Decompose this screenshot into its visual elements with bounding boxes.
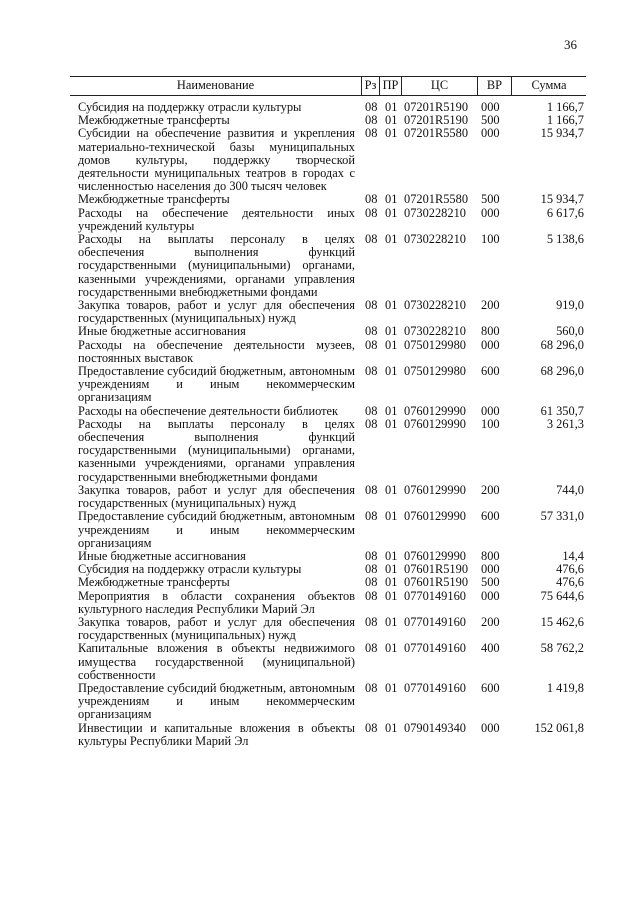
cs-cell: 0790149340 [404,720,466,735]
rz-cell: 08 [365,548,378,563]
table-row [70,339,586,365]
sum-cell: 15 462,6 [540,614,584,629]
rz-cell: 08 [365,337,378,352]
vr-cell: 500 [481,575,500,590]
vr-cell: 100 [481,232,500,247]
cs-cell: 0760129990 [404,403,466,418]
vr-cell: 200 [481,298,500,313]
rz-cell: 08 [365,482,378,497]
rz-cell: 08 [365,509,378,524]
name-cell: Предоставление субсидий бюджетным, автономным учреждениям и иным некоммерческим организациям [78,509,355,550]
rz-cell: 08 [365,588,378,603]
rz-cell: 08 [365,298,378,313]
table-row [70,510,586,550]
name-cell: Закупка товаров, работ и услуг для обеспечения государственных (муниципальных) нужд [78,614,355,643]
cs-cell: 07601R5190 [404,562,469,577]
sum-cell: 14,4 [562,548,584,563]
pr-cell: 01 [385,100,398,114]
table-row [70,722,586,748]
sum-cell: 3 261,3 [546,416,584,431]
table-row [70,365,586,405]
vr-cell: 000 [481,588,500,603]
pr-cell: 01 [385,548,398,563]
cs-cell: 07201R5190 [404,100,469,114]
vr-cell: 400 [481,641,500,656]
pr-cell: 01 [385,641,398,656]
header-pr: ПР [379,77,401,95]
pr-cell: 01 [385,562,398,577]
name-cell: Расходы на обеспечение деятельности библиотек [78,403,339,418]
table-row [70,642,586,682]
name-cell: Закупка товаров, работ и услуг для обеспечения государственных (муниципальных) нужд [78,482,355,511]
vr-cell: 800 [481,548,500,563]
table-row [70,127,586,193]
table-row [70,233,586,299]
cs-cell: 07201R5580 [404,126,469,141]
cs-cell: 0750129980 [404,337,466,352]
vr-cell: 500 [481,113,500,128]
sum-cell: 57 331,0 [540,509,584,524]
header-name: Наименование [176,78,255,93]
name-cell: Субсидии на обеспечение развития и укрепления материально-технической базы муниципальных домов культуры, поддержку творческой деятельности муниципальных театров в городах с численностью населения до 300 тысяч человек [78,126,355,194]
sum-cell: 61 350,7 [540,403,584,418]
name-cell: Расходы на выплаты персоналу в целях обеспечения выполнения функций государственными (муниципальными) органами, казенными учреждениями, органами управления государственными внебюджетными фондами [78,232,355,299]
table-row [70,418,586,484]
table-row [70,616,586,642]
table-row [70,682,586,722]
name-cell: Расходы на выплаты персоналу в целях обеспечения выполнения функций государственными (муниципальными) органами, казенными учреждениями, органами управления государственными внебюджетными фондами [78,416,355,484]
name-cell: Предоставление субсидий бюджетным, автономным учреждениям и иным некоммерческим организациям [78,680,355,722]
rz-cell: 08 [365,720,378,735]
cs-cell: 0760129990 [404,548,466,563]
vr-cell: 000 [481,337,500,352]
header-vr: ВР [477,77,511,95]
rz-cell: 08 [365,575,378,590]
cs-cell: 0760129990 [404,416,466,431]
name-cell: Предоставление субсидий бюджетным, автономным учреждениям и иным некоммерческим организациям [78,364,355,405]
name-cell: Субсидия на поддержку отрасли культуры [78,562,302,577]
rz-cell: 08 [365,416,378,431]
pr-cell: 01 [385,614,398,629]
name-cell: Мероприятия в области сохранения объектов культурного наследия Республики Марий Эл [78,588,355,616]
vr-cell: 200 [481,482,500,497]
cs-cell: 0750129980 [404,364,466,379]
vr-cell: 100 [481,416,500,431]
rz-cell: 08 [365,680,378,695]
budget-table [70,76,586,748]
cs-cell: 0730228210 [404,205,466,220]
table-row [70,193,586,206]
name-cell: Инвестиции и капитальные вложения в объекты культуры Республики Марий Эл [78,720,355,748]
name-cell: Субсидия на поддержку отрасли культуры [78,100,302,114]
cs-cell: 07201R5190 [404,113,469,128]
pr-cell: 01 [385,403,398,418]
vr-cell: 000 [481,126,500,141]
table-row [70,207,586,233]
name-cell: Иные бюджетные ассигнования [78,324,246,339]
name-cell: Иные бюджетные ассигнования [78,548,246,563]
sum-cell: 744,0 [556,482,584,497]
sum-cell: 15 934,7 [540,126,584,141]
vr-cell: 600 [481,680,500,695]
rz-cell: 08 [365,364,378,379]
sum-cell: 58 762,2 [540,641,584,656]
pr-cell: 01 [385,416,398,431]
table-body [70,101,586,748]
vr-cell: 600 [481,509,500,524]
name-cell: Межбюджетные трансферты [78,192,230,207]
sum-cell: 476,6 [556,575,584,590]
vr-cell: 000 [481,720,500,735]
pr-cell: 01 [385,364,398,379]
vr-cell: 600 [481,364,500,379]
pr-cell: 01 [385,588,398,603]
sum-cell: 152 061,8 [534,720,584,735]
table-row [70,405,586,418]
sum-cell: 1 419,8 [546,680,584,695]
cs-cell: 0760129990 [404,482,466,497]
table-header [70,76,586,96]
rz-cell: 08 [365,641,378,656]
table-row [70,325,586,338]
pr-cell: 01 [385,680,398,695]
sum-cell: 1 166,7 [546,113,584,128]
rz-cell: 08 [365,403,378,418]
table-row [70,484,586,510]
table-row [70,590,586,616]
table-row [70,299,586,325]
name-cell: Закупка товаров, работ и услуг для обеспечения государственных (муниципальных) нужд [78,298,355,326]
sum-cell: 560,0 [556,324,584,339]
rz-cell: 08 [365,614,378,629]
vr-cell: 000 [481,205,500,220]
pr-cell: 01 [385,324,398,339]
sum-cell: 15 934,7 [540,192,584,207]
cs-cell: 0770149160 [404,588,466,603]
rz-cell: 08 [365,100,378,114]
rz-cell: 08 [365,205,378,220]
rz-cell: 08 [365,324,378,339]
name-cell: Расходы на обеспечение деятельности музеев, постоянных выставок [78,337,355,365]
header-rz: Рз [361,77,379,95]
sum-cell: 6 617,6 [546,205,584,220]
name-cell: Межбюджетные трансферты [78,113,230,128]
vr-cell: 000 [481,403,500,418]
cs-cell: 0730228210 [404,324,466,339]
cs-cell: 0730228210 [404,232,466,247]
cs-cell: 07601R5190 [404,575,469,590]
cs-cell: 07201R5580 [404,192,469,207]
pr-cell: 01 [385,575,398,590]
pr-cell: 01 [385,205,398,220]
cs-cell: 0770149160 [404,641,466,656]
pr-cell: 01 [385,720,398,735]
header-sum: Сумма [511,77,586,95]
sum-cell: 68 296,0 [540,337,584,352]
pr-cell: 01 [385,192,398,207]
table-row [70,576,586,589]
sum-cell: 919,0 [556,298,584,313]
header-cs: ЦС [401,77,477,95]
pr-cell: 01 [385,113,398,128]
pr-cell: 01 [385,126,398,141]
sum-cell: 68 296,0 [540,364,584,379]
vr-cell: 000 [481,100,500,114]
vr-cell: 000 [481,562,500,577]
sum-cell: 75 644,6 [540,588,584,603]
vr-cell: 500 [481,192,500,207]
sum-cell: 5 138,6 [546,232,584,247]
rz-cell: 08 [365,113,378,128]
pr-cell: 01 [385,482,398,497]
name-cell: Межбюджетные трансферты [78,575,230,590]
vr-cell: 200 [481,614,500,629]
pr-cell: 01 [385,232,398,247]
pr-cell: 01 [385,337,398,352]
page-number: 36 [564,37,577,52]
rz-cell: 08 [365,232,378,247]
vr-cell: 800 [481,324,500,339]
rz-cell: 08 [365,562,378,577]
pr-cell: 01 [385,509,398,524]
rz-cell: 08 [365,192,378,207]
cs-cell: 0760129990 [404,509,466,524]
sum-cell: 476,6 [556,562,584,577]
cs-cell: 0730228210 [404,298,466,313]
name-cell: Капитальные вложения в объекты недвижимого имущества государственной (муниципальной) собственности [78,641,355,682]
rz-cell: 08 [365,126,378,141]
sum-cell: 1 166,7 [546,100,584,114]
pr-cell: 01 [385,298,398,313]
cs-cell: 0770149160 [404,680,466,695]
cs-cell: 0770149160 [404,614,466,629]
name-cell: Расходы на обеспечение деятельности иных учреждений культуры [78,205,355,233]
